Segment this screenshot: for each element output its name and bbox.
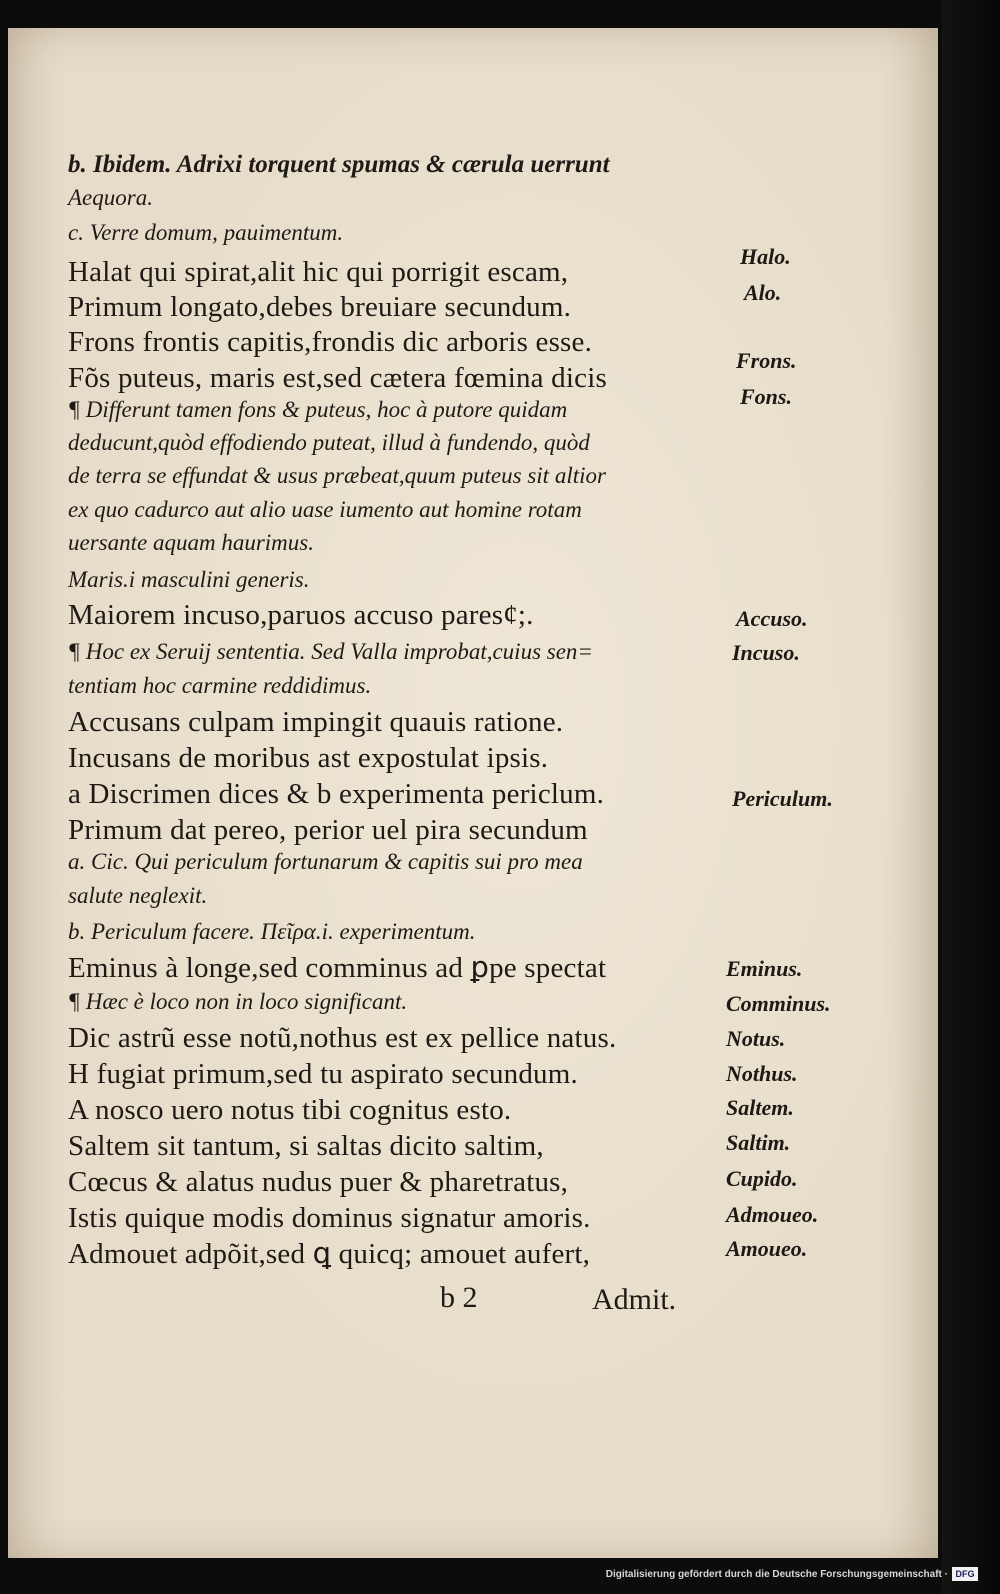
margin-note: Saltim. <box>726 1130 791 1155</box>
text-line: Saltem sit tantum, si saltas dicito saltim, <box>68 1130 544 1162</box>
text-line: a Discrimen dices & b experimenta periclum. <box>68 778 605 810</box>
text-line: Istis quique modis dominus signatur amoris. <box>68 1202 591 1234</box>
book-spine-shadow <box>942 0 1000 1594</box>
text-line: Eminus à longe,sed comminus ad ꝑpe spectat <box>68 952 607 984</box>
text-line: deducunt,quòd effodiendo puteat, illud à fundendo, quòd <box>68 430 590 455</box>
text-line: b. Ibidem. Adrixi torquent spumas & cærula uerrunt <box>68 151 610 178</box>
text-line: H fugiat primum,sed tu aspirato secundum. <box>68 1058 578 1090</box>
text-line: Fõs puteus, maris est,sed cætera fœmina dicis <box>68 362 607 394</box>
margin-note: Accuso. <box>736 606 808 631</box>
margin-note: Cupido. <box>726 1166 798 1191</box>
margin-note: Frons. <box>736 348 797 373</box>
text-line: salute neglexit. <box>68 883 208 908</box>
text-line: ¶ Hæc è loco non in loco significant. <box>68 989 408 1014</box>
text-line: ¶ Hoc ex Seruij sententia. Sed Valla improbat,cuius sen= <box>68 639 593 664</box>
text-line: ex quo cadurco aut alio uase iumento aut homine rotam <box>68 497 582 522</box>
text-line: Maris.i masculini generis. <box>68 567 310 592</box>
text-line: Admouet adpõit,sed ꝗ quicq; amouet aufert, <box>68 1238 591 1270</box>
margin-note: Fons. <box>740 384 792 409</box>
margin-note: Alo. <box>744 280 782 305</box>
margin-note: Eminus. <box>726 956 803 981</box>
margin-note: Admoueo. <box>726 1202 819 1227</box>
text-line: a. Cic. Qui periculum fortunarum & capitis sui pro mea <box>68 849 583 874</box>
text-line: c. Verre domum, pauimentum. <box>68 220 344 245</box>
text-line: Incusans de moribus ast expostulat ipsis. <box>68 742 549 774</box>
margin-note: Halo. <box>740 244 791 269</box>
margin-note: Saltem. <box>726 1095 794 1120</box>
text-line: b. Periculum facere. Πεῖρα.i. experimentum. <box>68 919 476 944</box>
margin-note: Periculum. <box>732 786 833 811</box>
margin-note: Nothus. <box>726 1061 798 1086</box>
text-line: A nosco uero notus tibi cognitus esto. <box>68 1094 512 1126</box>
text-line: Primum dat pereo, perior uel pira secundum <box>68 814 588 846</box>
book-page <box>8 28 938 1558</box>
text-line: Halat qui spirat,alit hic qui porrigit escam, <box>68 256 569 288</box>
margin-note: Amoueo. <box>726 1236 808 1261</box>
margin-note: Incuso. <box>732 640 800 665</box>
text-line: Primum longato,debes breuiare secundum. <box>68 291 572 323</box>
text-line: tentiam hoc carmine reddidimus. <box>68 673 372 698</box>
text-line: Aequora. <box>68 185 153 210</box>
text-line: Accusans culpam impingit quauis ratione. <box>68 706 564 738</box>
text-line: Cœcus & alatus nudus puer & pharetratus, <box>68 1166 569 1198</box>
text-line: ¶ Differunt tamen fons & puteus, hoc à putore quidam <box>68 397 568 422</box>
text-line: Maiorem incuso,paruos accuso pares¢;. <box>68 599 534 631</box>
margin-note: Notus. <box>726 1026 786 1051</box>
text-line: Frons frontis capitis,frondis dic arboris esse. <box>68 326 593 358</box>
dfg-logo: DFG <box>952 1567 978 1581</box>
catchword: Admit. <box>592 1283 677 1316</box>
text-line: uersante aquam haurimus. <box>68 530 314 555</box>
digitization-credit: Digitalisierung gefördert durch die Deutsche Forschungsgemeinschaft · <box>605 1569 948 1580</box>
margin-note: Comminus. <box>726 991 831 1016</box>
text-line: Dic astrũ esse notũ,nothus est ex pellice natus. <box>68 1022 617 1054</box>
signature-mark: b 2 <box>440 1281 478 1314</box>
text-line: de terra se effundat & usus præbeat,quum puteus sit altior <box>68 463 606 488</box>
